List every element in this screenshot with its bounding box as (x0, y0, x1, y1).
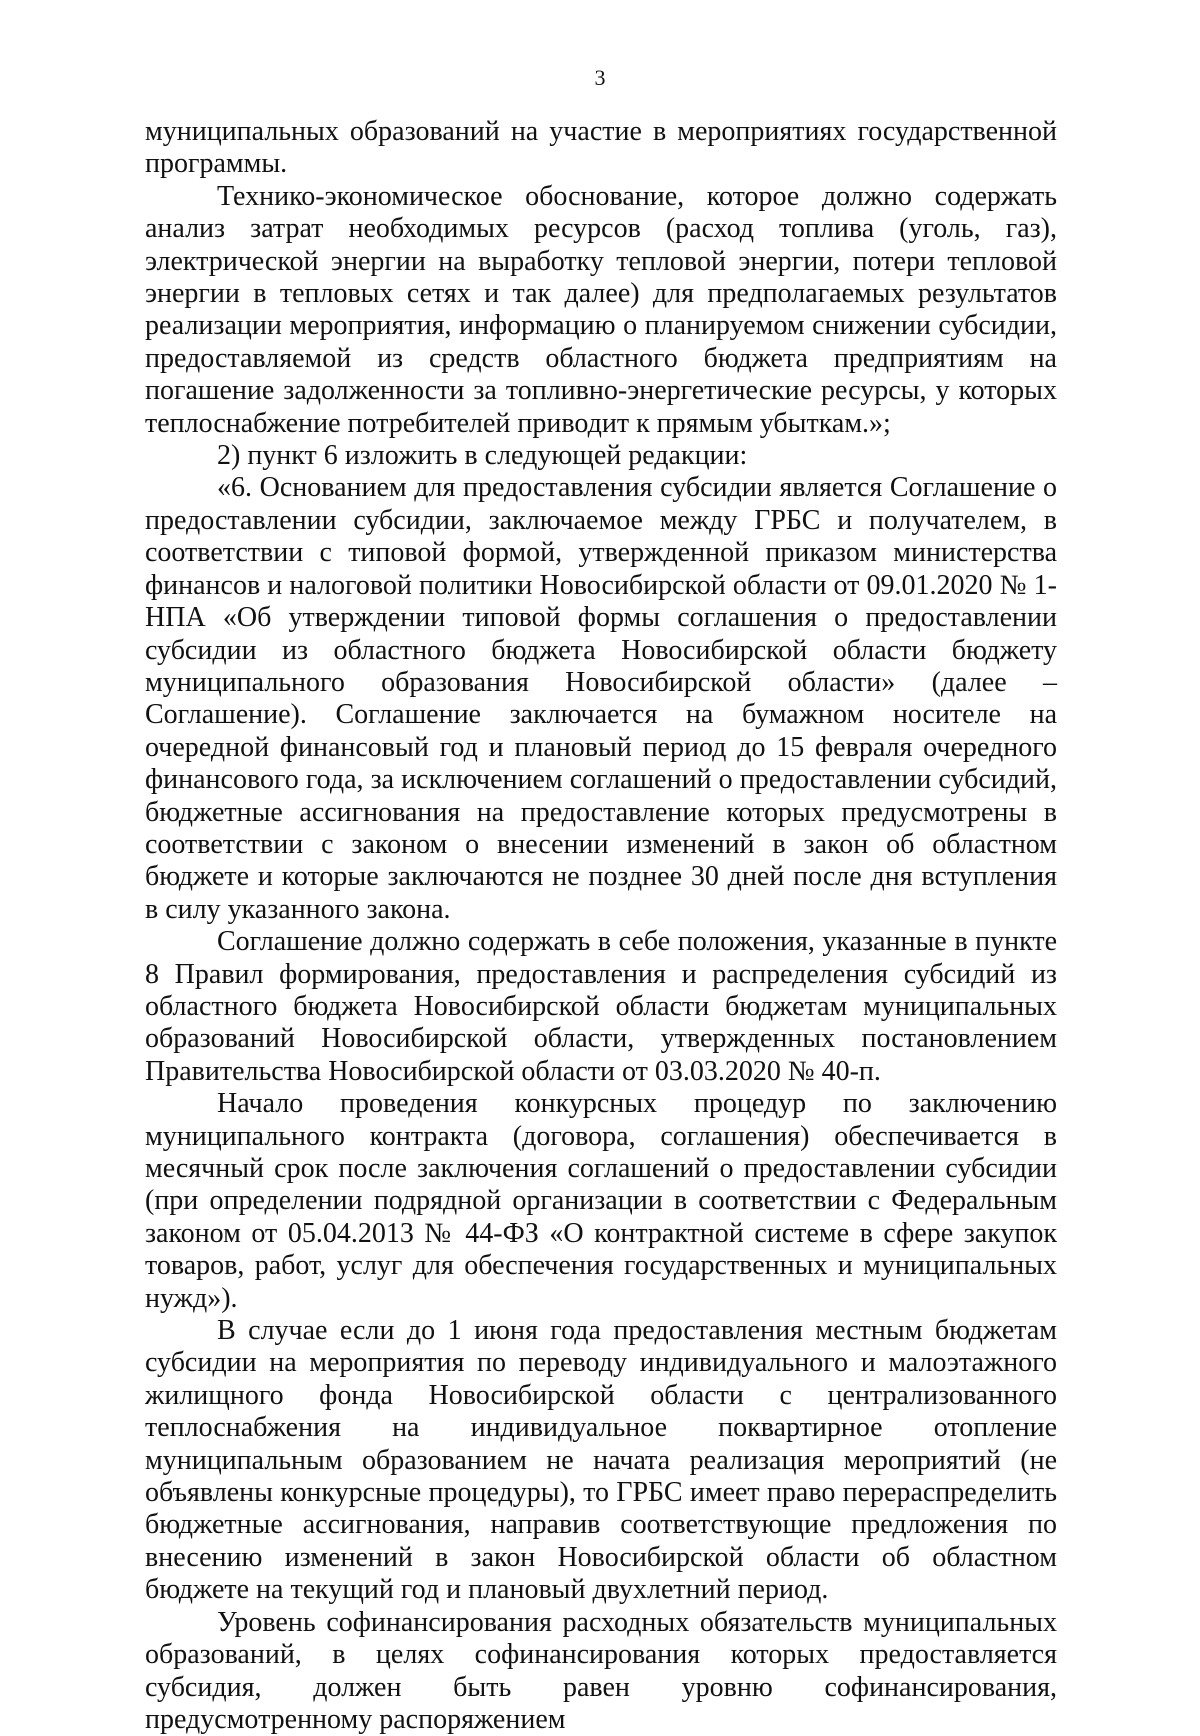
paragraph-redistribution: В случае если до 1 июня года предоставления местным бюджетам субсидии на мероприятия по переводу индивидуального и малоэтажного жилищного фонда Новосибирской области с централизованного теплоснабжения на индивидуальное поквартирное отопление муниципальным образованием не начата реализация мероприятий (не объявлены конкурсные процедуры), то ГРБС имеет право перераспределить бюджетные ассигнования, направив соответствующие предложения по внесению изменений в закон Новосибирской области об областном бюджете на текущий год и плановый двухлетний период. (145, 1315, 1057, 1606)
paragraph-continuation: муниципальных образований на участие в мероприятиях государственной программы. (145, 116, 1057, 180)
page-number: 3 (594, 65, 606, 90)
paragraph-agreement-contents: Соглашение должно содержать в себе положения, указанные в пункте 8 Правил формирования, предоставления и распределения субсидий из областного бюджета Новосибирской области бюджетам муниципальных образований Новосибирской области, утвержденных постановлением Правительства Новосибирской области от 03.03.2020 № 40-п. (145, 926, 1057, 1087)
paragraph-item-6-agreement: «6. Основанием для предоставления субсидии является Соглашение о предоставлении субсидии, заключаемое между ГРБС и получателем, в соответствии с типовой формой, утвержденной приказом министерства финансов и налоговой политики Новосибирской области от 09.01.2020 № 1-НПА «Об утверждении типовой формы соглашения о предоставлении субсидии из областного бюджета Новосибирской области бюджету муниципального образования Новосибирской области» (далее – Соглашение). Соглашение заключается на бумажном носителе на очередной финансовый год и плановый период до 15 февраля очередного финансового года, за исключением соглашений о предоставлении субсидий, бюджетные ассигнования на предоставление которых предусмотрены в соответствии с законом о внесении изменений в закон об областном бюджете и которые заключаются не позднее 30 дней после дня вступления в силу указанного закона. (145, 472, 1057, 925)
document-body (145, 116, 1057, 1736)
paragraph-competitive-procedures: Начало проведения конкурсных процедур по заключению муниципального контракта (договора, соглашения) обеспечивается в месячный срок после заключения соглашений о предоставлении субсидии (при определении подрядной организации в соответствии с Федеральным законом от 05.04.2013 № 44-ФЗ «О контрактной системе в сфере закупок товаров, работ, услуг для обеспечения государственных и муниципальных нужд»). (145, 1088, 1057, 1314)
paragraph-feasibility-study: Технико-экономическое обоснование, которое должно содержать анализ затрат необходимых ресурсов (расход топлива (уголь, газ), электрической энергии на выработку тепловой энергии, потери тепловой энергии в тепловых сетях и так далее) для предполагаемых результатов реализации мероприятия, информацию о планируемом снижении субсидии, предоставляемой из средств областного бюджета предприятиям на погашение задолженности за топливно-энергетические ресурсы, у которых теплоснабжение потребителей приводит к прямым убыткам.»; (145, 180, 1057, 439)
paragraph-amendment-item-2: 2) пункт 6 изложить в следующей редакции: (217, 440, 748, 472)
paragraph-cofinancing-level: Уровень софинансирования расходных обязательств муниципальных образований, в целях софинансирования которых предоставляется субсидия, должен быть равен уровню софинансирования, предусмотренному распоряжением (145, 1606, 1057, 1735)
